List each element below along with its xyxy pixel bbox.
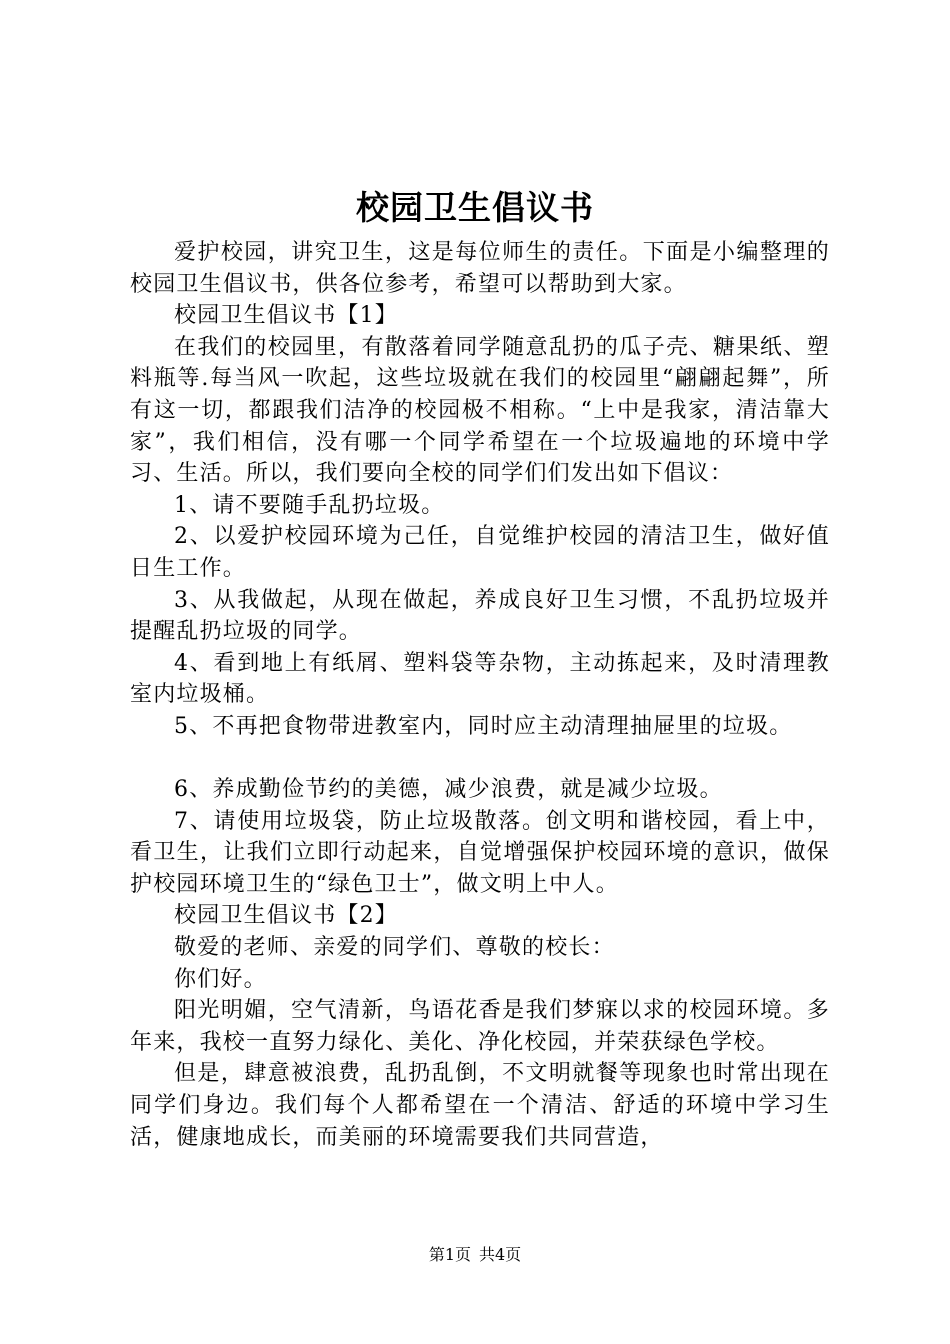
salutation: 敬爱的老师、亲爱的同学们、尊敬的校长： [174, 935, 615, 961]
list-item: 5、不再把食物带进教室内，同时应主动清理抽屉里的垃圾。 [174, 713, 793, 739]
list-item: 7、请使用垃圾袋，防止垃圾散落。创文明和谐校园，看上中，看卫生，让我们立即行动起来，自觉增强保护校园环境的意识，做保护校园环境卫生的“绿色卫士”，做文明上中人。 [130, 808, 830, 897]
list-item: 1、请不要随手乱扔垃圾。 [174, 492, 445, 518]
page-total: 共4页 [479, 1245, 522, 1264]
body-paragraph: 但是，肆意被浪费，乱扔乱倒，不文明就餐等现象也时常出现在同学们身边。我们每个人都希望在一个清洁、舒适的环境中学习生活，健康地成长，而美丽的环境需要我们共同营造， [130, 1061, 830, 1150]
document-body [130, 237, 830, 1153]
section-heading-1: 校园卫生倡议书【1】 [174, 303, 398, 329]
list-item: 4、看到地上有纸屑、塑料袋等杂物，主动拣起来，及时清理教室内垃圾桶。 [130, 650, 830, 708]
intro-paragraph: 爱护校园，讲究卫生，这是每位师生的责任。下面是小编整理的校园卫生倡议书，供各位参考，希望可以帮助到大家。 [130, 240, 830, 297]
list-item: 2、以爱护校园环境为己任，自觉维护校园的清洁卫生，做好值日生工作。 [130, 524, 830, 581]
greeting: 你们好。 [174, 966, 267, 992]
section-heading-2: 校园卫生倡议书【2】 [174, 903, 398, 929]
list-item: 6、养成勤俭节约的美德，减少浪费，就是减少垃圾。 [174, 777, 723, 803]
page-footer [0, 1244, 950, 1266]
body-paragraph: 阳光明媚，空气清新，鸟语花香是我们梦寐以求的校园环境。多年来，我校一直努力绿化、美化、净化校园，并荣获绿色学校。 [130, 998, 830, 1055]
document-title: 校园卫生倡议书 [356, 188, 594, 227]
page-number: 第1页 [428, 1245, 471, 1264]
list-item: 3、从我做起，从现在做起，养成良好卫生习惯，不乱扔垃圾并提醒乱扔垃圾的同学。 [130, 587, 830, 645]
body-paragraph: 在我们的校园里，有散落着同学随意乱扔的瓜子壳、糖果纸、塑料瓶等.每当风一吹起，这些垃圾就在我们的校园里“翩翩起舞”，所有这一切，都跟我们洁净的校园极不相称。“上中是我家，清洁靠大家”，我们相信，没有哪一个同学希望在一个垃圾遍地的环境中学习、生活。所以，我们要向全校的同学们们发出如下倡议： [130, 334, 830, 487]
